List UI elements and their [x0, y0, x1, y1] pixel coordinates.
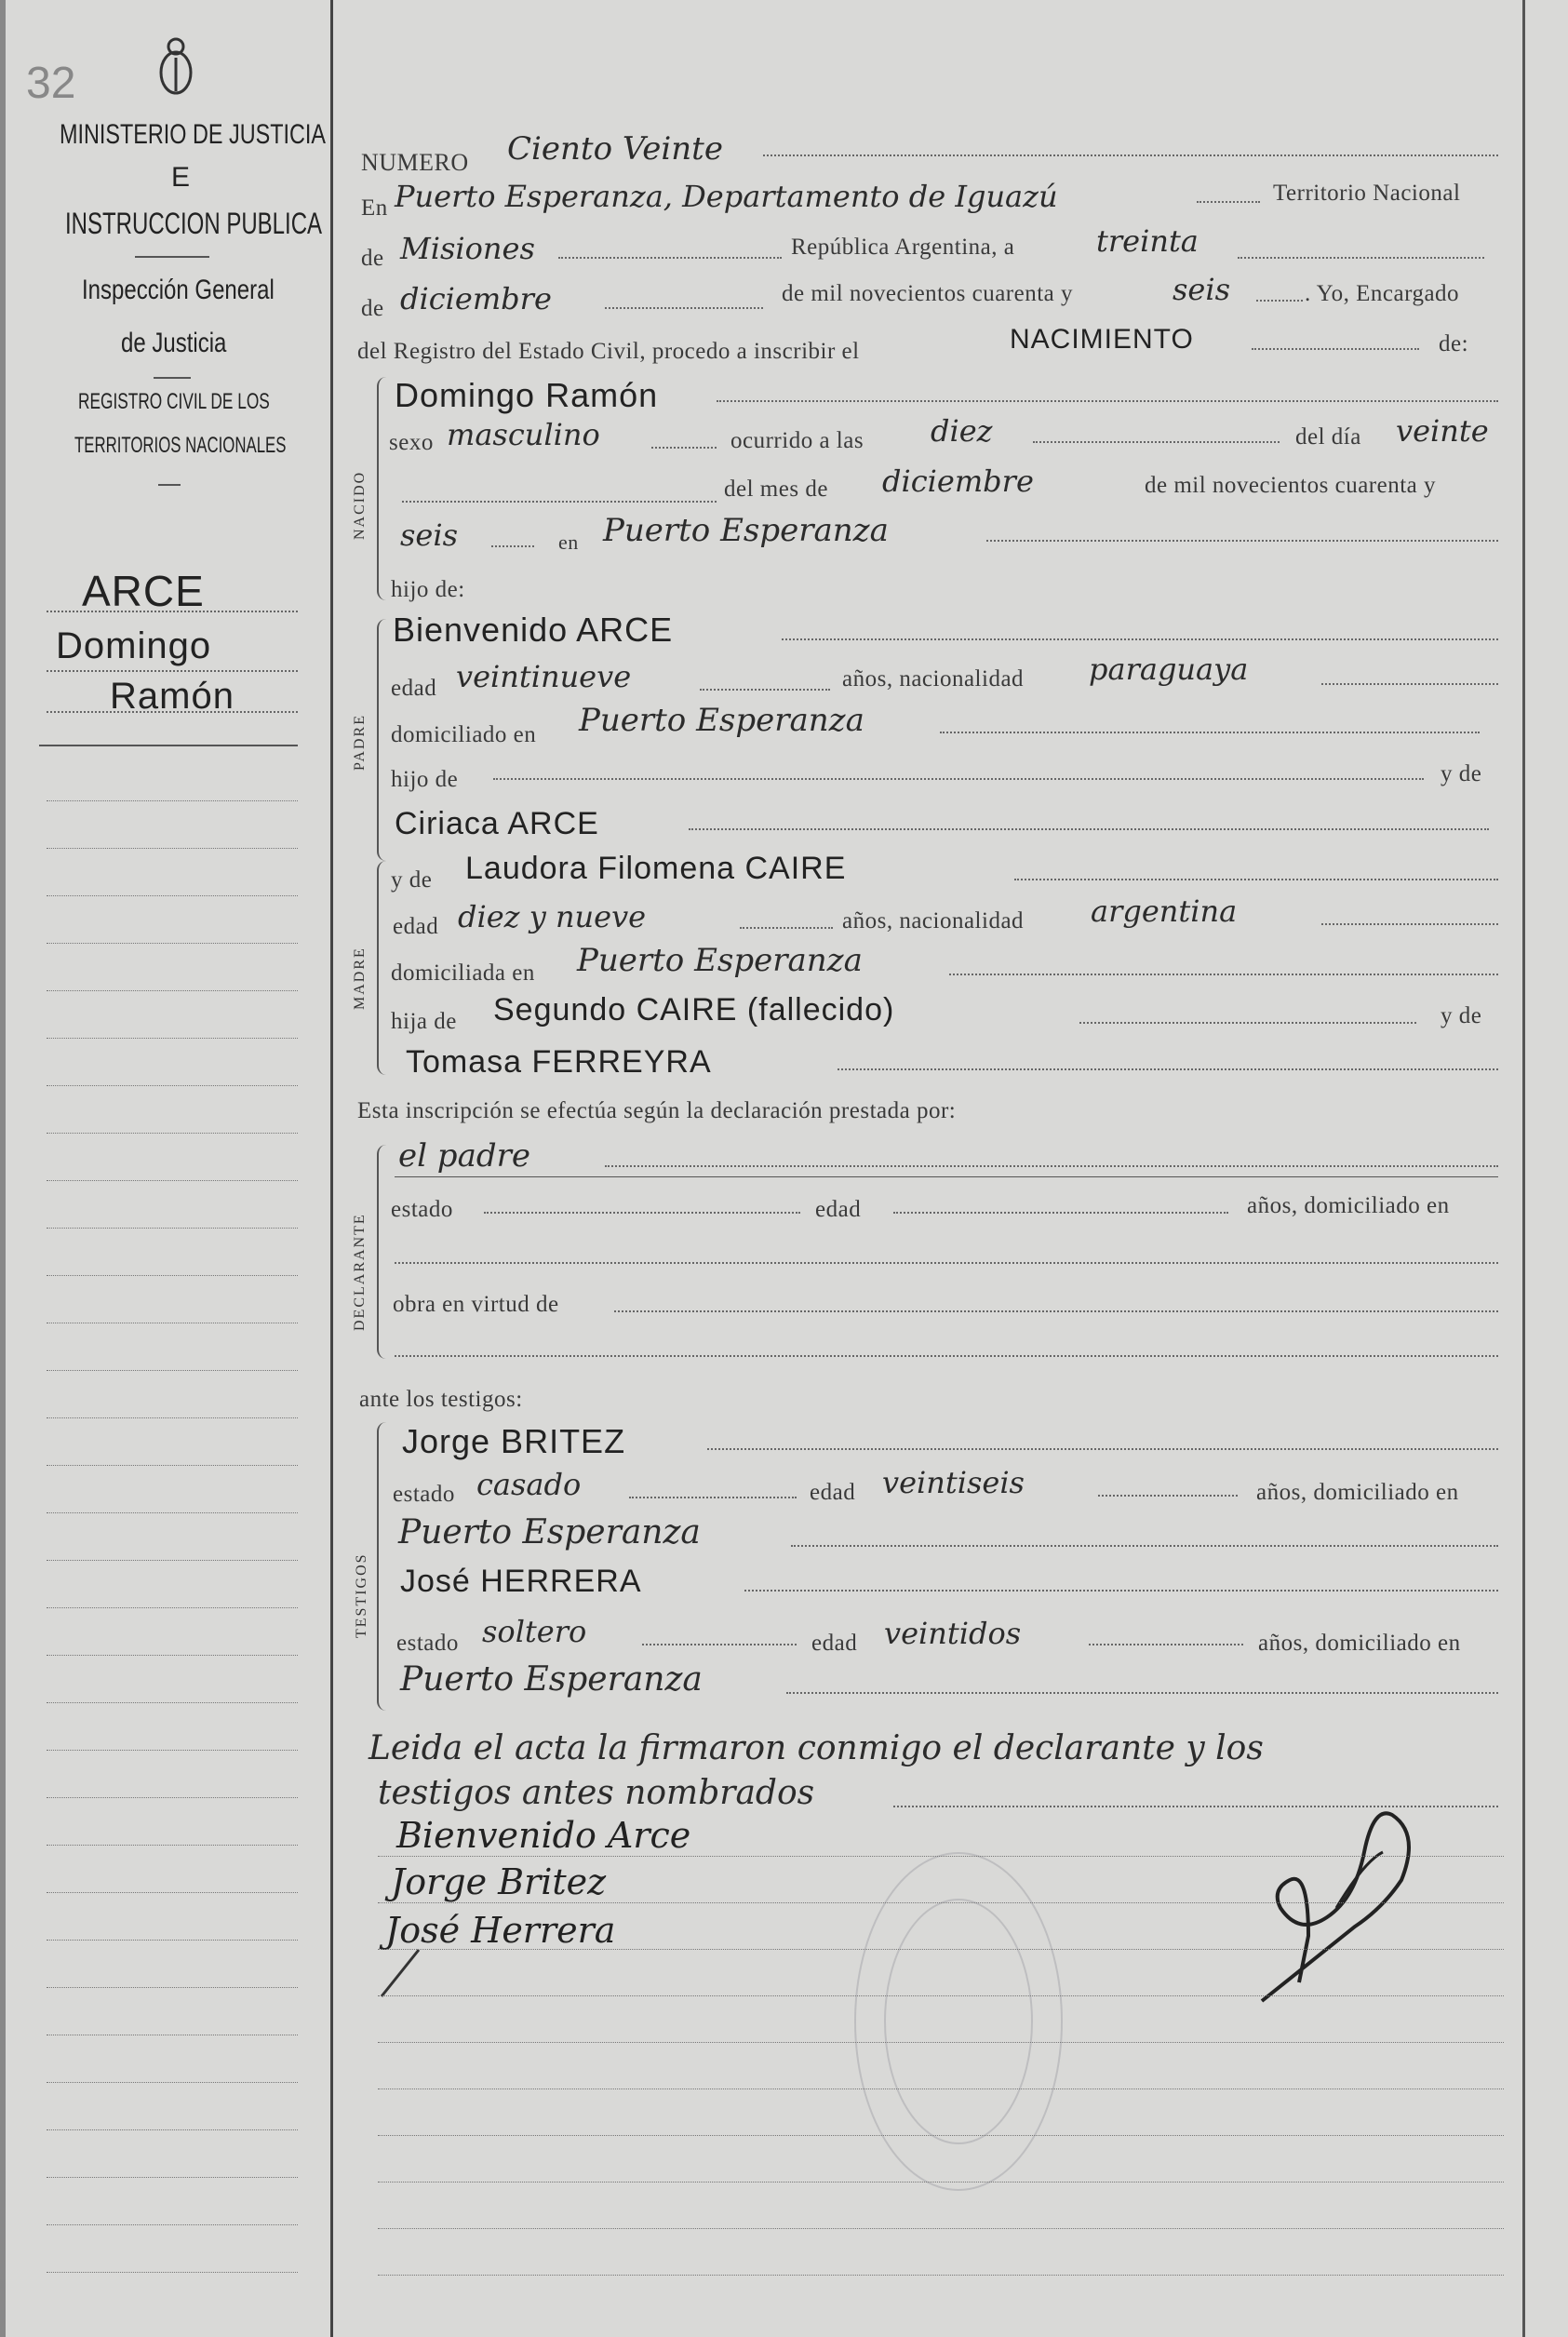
registro-label: del Registro del Estado Civil, procedo a inscribir el	[357, 339, 860, 364]
sexo-value: masculino	[447, 417, 600, 452]
ruled-line	[47, 2129, 298, 2130]
de-label: de	[361, 246, 384, 271]
divider	[158, 484, 181, 486]
testigos-section-label: TESTIGOS	[354, 1552, 369, 1638]
fill-line	[986, 540, 1498, 542]
place-value: Puerto Esperanza, Departamento de Iguazú	[395, 179, 1058, 214]
ruled-line	[378, 2042, 1504, 2043]
madre-hija-value: Segundo CAIRE (fallecido)	[493, 992, 895, 1027]
birth-place-value: Puerto Esperanza	[603, 512, 889, 549]
witness2-domicilio: Puerto Esperanza	[400, 1660, 703, 1699]
padre-domicilio-value: Puerto Esperanza	[579, 702, 864, 739]
sidebar-line	[39, 745, 298, 746]
declarante-anos-label: años, domiciliado en	[1247, 1193, 1450, 1218]
ruled-line	[47, 1845, 298, 1846]
encargado-label: . Yo, Encargado	[1305, 281, 1460, 306]
ministry-line-2: E	[171, 162, 191, 193]
witness2-name: José HERRERA	[400, 1564, 642, 1599]
ruled-line	[378, 1949, 1504, 1950]
sidebar-given-name-2: Ramón	[110, 676, 235, 717]
margin-rule	[330, 0, 333, 2337]
ruled-line	[378, 1995, 1504, 1996]
de-colon: de:	[1439, 331, 1469, 356]
hour-value: diez	[931, 413, 993, 449]
fill-line	[893, 1212, 1228, 1214]
ruled-line	[47, 1702, 298, 1703]
numero-value: Ciento Veinte	[507, 130, 723, 168]
registro-line-1: REGISTRO CIVIL DE LOS	[78, 389, 270, 414]
ruled-line	[47, 1560, 298, 1561]
madre-anos-label: años, nacionalidad	[842, 908, 1025, 933]
section-brace	[377, 377, 388, 600]
witness1-name: Jorge BRITEZ	[402, 1422, 626, 1460]
nacido-section-label: NACIDO	[352, 470, 368, 540]
sexo-label: sexo	[389, 430, 434, 455]
fill-line	[491, 545, 534, 547]
fill-line	[1014, 879, 1498, 880]
signature-flourish-icon	[372, 1945, 428, 2001]
closing-line-2: testigos antes nombrados	[378, 1774, 815, 1812]
testigos-intro: ante los testigos:	[359, 1387, 523, 1412]
witness2-estado-label: estado	[396, 1631, 459, 1656]
declarante-obra-label: obra en virtud de	[393, 1292, 559, 1317]
fill-line	[1321, 683, 1498, 685]
fill-line	[395, 1262, 1498, 1264]
sidebar-line	[47, 711, 298, 713]
fill-line	[395, 1355, 1498, 1357]
ruled-line	[47, 943, 298, 944]
witness2-estado-value: soltero	[482, 1614, 587, 1649]
ruled-line	[47, 1417, 298, 1418]
witness1-domicilio: Puerto Esperanza	[398, 1513, 701, 1551]
republica-label: República Argentina, a	[791, 235, 1015, 260]
fill-line	[605, 1165, 1498, 1167]
witness1-edad-label: edad	[810, 1480, 856, 1505]
signature-jose: José Herrera	[385, 1910, 616, 1951]
padre-y-de: y de	[1441, 761, 1482, 786]
divider	[154, 377, 191, 379]
birth-year-value: seis	[400, 517, 459, 553]
act-type: NACIMIENTO	[1010, 324, 1194, 355]
ruled-line	[47, 1940, 298, 1941]
ministry-line-3: INSTRUCCION PUBLICA	[65, 207, 323, 240]
fill-line	[740, 927, 833, 929]
fill-line	[700, 689, 830, 691]
ruled-line	[47, 1655, 298, 1656]
ocurrido-label: ocurrido a las	[730, 428, 864, 453]
madre-section-label: MADRE	[352, 947, 368, 1010]
madre-mother-name: Tomasa FERREYRA	[406, 1044, 712, 1080]
fill-line	[707, 1448, 1498, 1450]
ruled-line	[47, 1133, 298, 1134]
witness1-estado-value: casado	[476, 1467, 582, 1502]
fill-line	[744, 1590, 1498, 1592]
closing-line-1: Leida el acta la firmaron conmigo el declarante y los	[369, 1729, 1264, 1767]
fill-line	[493, 778, 1424, 780]
madre-y-de: y de	[391, 867, 433, 893]
ruled-line	[47, 2082, 298, 2083]
birth-day-value: veinte	[1396, 413, 1489, 449]
registrar-signature-icon	[1243, 1796, 1420, 2010]
nacido-name: Domingo Ramón	[395, 376, 659, 414]
birth-month-value: diciembre	[882, 463, 1034, 499]
birth-year-label: de mil novecientos cuarenta y	[1145, 473, 1436, 498]
fill-line	[1238, 257, 1484, 259]
ruled-line	[47, 2224, 298, 2225]
declarante-section-label: DECLARANTE	[352, 1213, 368, 1331]
registro-line-2: TERRITORIOS NACIONALES	[74, 433, 287, 458]
ruled-line	[47, 1750, 298, 1751]
folio-number: 32	[26, 59, 76, 108]
madre-nacionalidad-value: argentina	[1091, 893, 1238, 929]
padre-edad-label: edad	[391, 676, 437, 701]
madre-y-de-2: y de	[1441, 1003, 1482, 1028]
witness2-edad-label: edad	[811, 1631, 858, 1656]
witness1-anos-label: años, domiciliado en	[1256, 1480, 1459, 1505]
ruled-line	[47, 1180, 298, 1181]
madre-domicilio-value: Puerto Esperanza	[577, 942, 863, 979]
ruled-line	[47, 1512, 298, 1513]
fill-line	[1252, 348, 1419, 350]
declarante-intro: Esta inscripción se efectúa según la declaración prestada por:	[357, 1098, 957, 1123]
hijo-label: hijo de:	[391, 577, 465, 602]
sidebar-surname: ARCE	[82, 567, 205, 615]
padre-name: Bienvenido ARCE	[393, 611, 674, 649]
mes-label: del mes de	[724, 477, 828, 502]
fill-line	[484, 1212, 800, 1214]
ruled-line	[47, 1465, 298, 1466]
fill-line	[629, 1497, 797, 1498]
witness1-edad-value: veintiseis	[882, 1465, 1025, 1500]
fill-line	[782, 638, 1498, 640]
ruled-line	[47, 895, 298, 896]
signature-bienvenido: Bienvenido Arce	[396, 1815, 691, 1856]
signature-jorge: Jorge Britez	[391, 1861, 607, 1902]
declarante-estado-label: estado	[391, 1197, 453, 1222]
ruled-line	[47, 2272, 298, 2273]
right-rule	[1522, 0, 1525, 2337]
numero-label: NUMERO	[361, 149, 469, 176]
section-brace	[377, 861, 388, 1075]
page-edge	[0, 0, 6, 2337]
fill-line	[1256, 300, 1303, 302]
ruled-line	[378, 1902, 1504, 1903]
territorio-label: Territorio Nacional	[1273, 181, 1461, 206]
fill-line	[1079, 1022, 1416, 1024]
inspeccion-line-2: de Justicia	[121, 328, 227, 358]
padre-section-label: PADRE	[352, 714, 368, 771]
ruled-line	[378, 1856, 1504, 1857]
en-label: En	[361, 195, 388, 221]
fill-line	[395, 1176, 1498, 1177]
day-value: treinta	[1096, 223, 1199, 259]
madre-name: Laudora Filomena CAIRE	[465, 851, 847, 886]
ruled-line	[47, 848, 298, 849]
section-brace	[377, 619, 388, 861]
fill-line	[689, 828, 1489, 830]
sidebar-line	[47, 611, 298, 612]
year-value: seis	[1173, 272, 1231, 307]
ruled-line	[47, 1607, 298, 1608]
fill-line	[614, 1310, 1498, 1312]
divider	[135, 256, 209, 258]
fill-line	[786, 1692, 1498, 1694]
fill-line	[717, 400, 1498, 402]
section-brace	[377, 1145, 388, 1359]
ruled-line	[378, 2275, 1504, 2276]
ruled-line	[47, 1892, 298, 1893]
padre-domicilio-label: domiciliado en	[391, 722, 537, 747]
fill-line	[1089, 1644, 1243, 1645]
madre-hija-label: hija de	[391, 1009, 457, 1034]
coat-of-arms-icon	[156, 35, 195, 102]
padre-nacionalidad-value: paraguaya	[1089, 651, 1249, 687]
ruled-line	[47, 1228, 298, 1229]
padre-anos-label: años, nacionalidad	[842, 666, 1025, 692]
sidebar-given-name-1: Domingo	[56, 625, 212, 666]
ruled-line	[47, 1038, 298, 1039]
fill-line	[791, 1545, 1498, 1547]
ruled-line	[47, 1797, 298, 1798]
fill-line	[642, 1644, 797, 1645]
dia-label: del día	[1295, 424, 1361, 450]
fill-line	[949, 974, 1498, 975]
fill-line	[1033, 441, 1280, 443]
ruled-line	[378, 2182, 1504, 2183]
witness1-estado-label: estado	[393, 1482, 455, 1507]
ruled-line	[47, 1275, 298, 1276]
territory-value: Misiones	[400, 231, 535, 266]
fill-line	[651, 447, 717, 449]
month-value: diciembre	[400, 281, 552, 316]
ruled-line	[47, 1085, 298, 1086]
sidebar-line	[47, 670, 298, 672]
birth-en-label: en	[558, 531, 579, 554]
witness2-edad-value: veintidos	[884, 1616, 1022, 1651]
fill-line	[838, 1068, 1498, 1070]
fill-line	[605, 307, 763, 309]
ruled-line	[47, 990, 298, 991]
de-label-2: de	[361, 296, 384, 321]
ministry-line-1: MINISTERIO DE JUSTICIA	[60, 119, 327, 150]
fill-line	[1098, 1495, 1238, 1497]
ruled-line	[47, 800, 298, 801]
registry-seal-inner-icon	[884, 1899, 1033, 2144]
padre-mother-name: Ciriaca ARCE	[395, 806, 599, 841]
madre-domicilio-label: domiciliada en	[391, 960, 535, 986]
madre-edad-label: edad	[393, 914, 439, 939]
ruled-line	[47, 1987, 298, 1988]
witness2-anos-label: años, domiciliado en	[1258, 1631, 1461, 1656]
madre-edad-value: diez y nueve	[458, 899, 647, 934]
fill-line	[1321, 923, 1498, 925]
ruled-line	[378, 2228, 1504, 2229]
fill-line	[763, 154, 1498, 156]
fill-line	[940, 732, 1480, 733]
padre-hijo-label: hijo de	[391, 767, 459, 792]
year-label: de mil novecientos cuarenta y	[782, 281, 1073, 306]
fill-line	[558, 257, 782, 259]
ruled-line	[47, 1370, 298, 1371]
declarante-edad-label: edad	[815, 1197, 862, 1222]
declarante-value: el padre	[398, 1137, 530, 1175]
ruled-line	[47, 2177, 298, 2178]
fill-line	[402, 501, 717, 503]
fill-line	[1197, 201, 1260, 203]
inspeccion-line-1: Inspección General	[82, 275, 275, 305]
section-brace	[377, 1422, 388, 1711]
ruled-line	[378, 2135, 1504, 2136]
padre-edad-value: veintinueve	[456, 659, 632, 694]
